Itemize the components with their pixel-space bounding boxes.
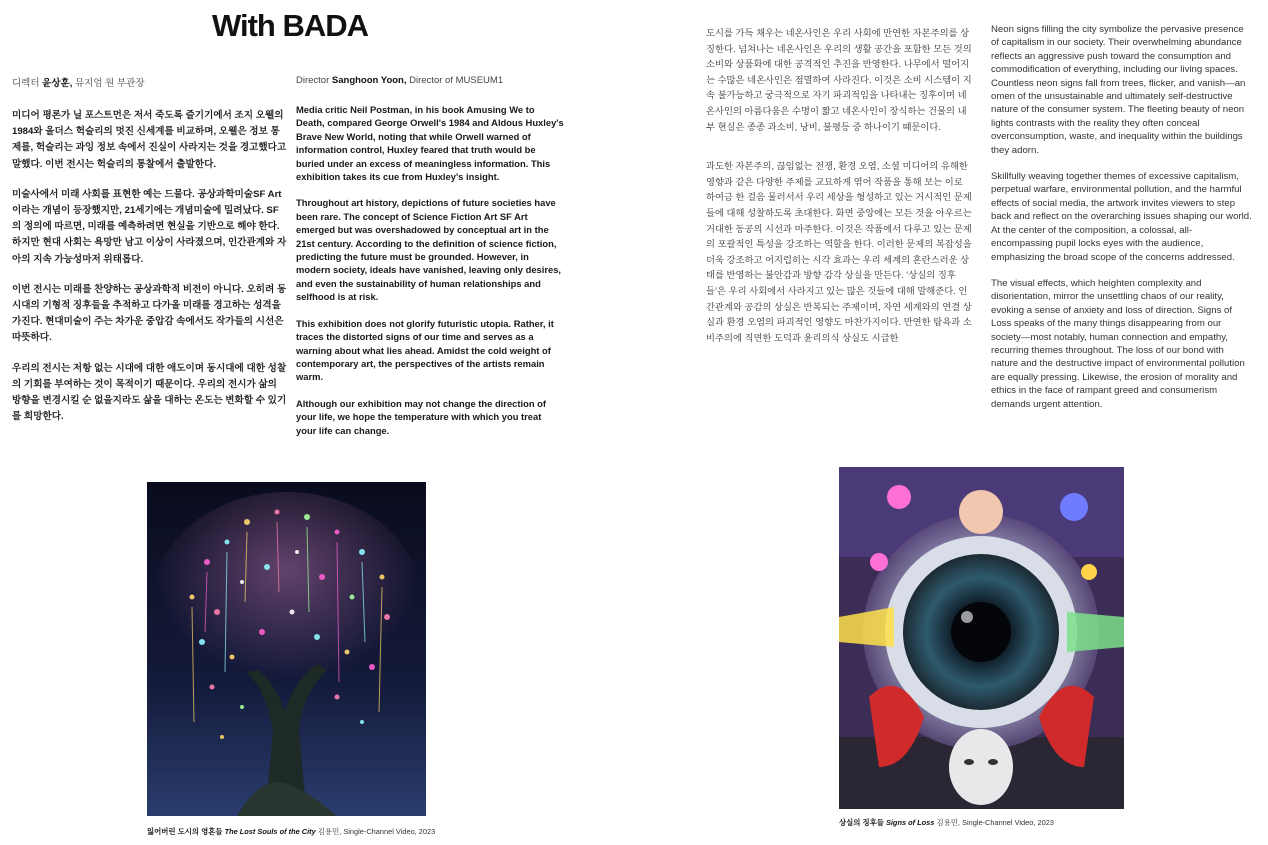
artwork-image-giant-eye (839, 467, 1124, 809)
paragraph: 우리의 전시는 저항 없는 시대에 대한 애도이며 동시대에 대한 성찰의 기회를 부여하는 것이 목적이기 때문이다. 우리의 전시가 삶의 방향을 변경시킬 순 없을지라도 삶을 대하는 온도는 변화할 수 있기를 희망한다. (12, 362, 287, 423)
paragraph: The visual effects, which heighten complexity and disorientation, mirror the unsettling chaos of our reality, evoking a sense of anxiety and loss of direction. Signs of Loss speaks of the many things disappearing from our society—most notably, human connection and empathy, recurring themes throughout. The loss of our bond with nature and the destructive impact of environmental pollution are equally pressing. Likewise, the erosion of morality and ethics in the face of rampant greed and consumerism demands urgent attention. (991, 277, 1245, 410)
paragraph: Neon signs filling the city symbolize the pervasive presence of capitalism in our society. Their overwhelming abundance reflects an aggressive push toward the consumption and commodification of everything, including our living spaces. Countless neon signs fall from trees, flicker, and vanish—an omen of the unsustainable and ultimately self-destructive nature of the consumer system. The fleeting beauty of neon lights contrasts with the reality they often conceal overconsumption, waste, and inequality within the buildings they adorn. (991, 24, 1246, 156)
byline-english (296, 75, 503, 86)
intro-english-column (296, 103, 564, 450)
artwork-english-column (991, 23, 1253, 424)
artwork-image-neon-tree (147, 482, 426, 816)
caption-detail: 김용민, Single-Channel Video, 2023 (317, 827, 436, 836)
paragraph: Skillfully weaving together themes of excessive capitalism, perpetual warfare, environmental pollution, and the harmful effects of social media, the artwork invites viewers to step back and reflect on the overarching issues shaping our world. At the center of the composition, a colossal, all-encompassing pupil locks eyes with the audience, emphasizing the broad scope of the concerns addressed. (991, 171, 1252, 263)
paragraph: 이번 전시는 미래를 찬양하는 공상과학적 비전이 아니다. 오히려 동시대의 기형적 징후들을 추적하고 다가올 미래를 경고하는 성격을 가진다. 현대미술이 주는 차가운 중압감 속에서도 작가들의 시선은 따뜻하다. (12, 283, 287, 344)
artwork-korean-column (706, 26, 974, 370)
paragraph: Although our exhibition may not change the direction of your life, we hope the temperature with which you treat your life can change. (296, 397, 546, 436)
byline-role: Director (296, 75, 330, 86)
paragraph: 과도한 자본주의, 끊임없는 전쟁, 환경 오염, 소셜 미디어의 유해한 영향과 같은 다양한 주제를 교묘하게 엮어 작품을 통해 보는 이로 하여금 한 걸음 물러서서 우리 세상을 형성하고 있는 거시적인 문제들에 대해 성찰하도록 초대한다. 화면 중앙에는 모든 것을 아우르는 거대한 동공의 시선과 마주한다. 이것은 작품에서 다루고 있는 문제의 포괄적인 특성을 강조하는 역할을 한다. 이러한 문제의 복잡성을 더욱 강조하고 어지럽히는 시각 효과는 우리 세계의 혼란스러운 상태를 반영하는 불안감과 방향 감각 상실을 만든다. ‘상실의 징후들’은 우리 사회에서 사라지고 있는 많은 것들에 대해 말해준다. 인간관계와 공감의 상실은 반복되는 주제이며, 자연 세계와의 연결 상실과 환경 오염의 파괴적인 영향도 마찬가지이다. 만연한 탐욕과 소비주의에 직면한 도덕과 윤리의식 상실도 시급한 (706, 161, 972, 343)
caption-title-en: The Lost Souls of the City (224, 827, 316, 836)
byline-role: 디렉터 (12, 78, 40, 89)
caption-lost-souls (147, 826, 435, 837)
paragraph: 미술사에서 미래 사회를 표현한 예는 드물다. 공상과학미술SF Art이라는 개념이 등장했지만, 21세기에는 개념미술에 밀려났다. SF의 정의에 따르면, 미래를 예측하려면 현실을 기반으로 해야 한다. 하지만 현대 사회는 욕망만 남고 이상이 사라졌으며, 인간관계와 자아의 지속 가능성마저 위태롭다. (12, 188, 287, 265)
neon-tree-illustration (147, 482, 426, 816)
paragraph: This exhibition does not glorify futuristic utopia. Rather, it traces the distorted signs of our time and serves as a warning about what lies ahead. Amidst the cold weight of contemporary art, the perspectives of the artists remain warm. (296, 317, 554, 383)
paragraph: 도시를 가득 채우는 네온사인은 우리 사회에 만연한 자본주의를 상징한다. 넘쳐나는 네온사인은 우리의 생활 공간을 포함한 모든 것의 소비와 상품화에 대한 공격적인 추진을 반영한다. 나무에서 떨어지는 수많은 네온사인은 점멸하여 사라진다. 이것은 소비 시스템이 지속 불가능하고 궁극적으로 자기 파괴적임을 나타내는 징후이며 네온사인의 아름다움은 수명이 짧고 네온사인이 장식하는 건물의 내부 현실은 종종 과소비, 낭비, 불평등 중 하나이기 때문이다. (706, 28, 972, 132)
giant-eye-illustration (839, 467, 1124, 809)
page-title: With BADA (212, 8, 369, 43)
paragraph: Media critic Neil Postman, in his book Amusing We to Death, compared George Orwell's 1984 and Aldous Huxley's Brave New World, noting that while Orwell warned of information control, Huxley feared that truth would be buried under an excess of meaningless information. This exhibition takes its cue from Huxley's insight. (296, 104, 564, 183)
caption-title-kr: 잃어버린 도시의 영혼들 (147, 827, 223, 836)
intro-korean-column (12, 108, 287, 439)
byline-korean (12, 75, 145, 89)
byline-position: 뮤지엄 원 부관장 (74, 78, 145, 89)
byline-name: Sanghoon Yoon, (331, 75, 407, 86)
byline-name: 윤상훈, (42, 78, 73, 89)
paragraph: 미디어 평론가 닐 포스트먼은 저서 죽도록 즐기기에서 조지 오웰의 1984와 올더스 헉슬리의 멋진 신세계를 비교하며, 오웰은 정보 통제를, 헉슬리는 과잉 정보 속에서 진실이 사라지는 것을 경고했다고 말했다. 이번 전시는 헉슬리의 통찰에서 출발한다. (12, 110, 287, 170)
paragraph: Throughout art history, depictions of future societies have been rare. The concept of Science Fiction Art SF Art emerged but was overshadowed by conceptual art in the 21st century. According to the definition of science fiction, predicting the future must be grounded. However, in modern society, ideals have vanished, leaving only desires, and even the sustainability of human relationships and selfhood is at risk. (296, 197, 562, 303)
byline-position: Director of MUSEUM1 (409, 75, 504, 86)
caption-detail: 김용민, Single-Channel Video, 2023 (936, 818, 1054, 827)
caption-signs-of-loss (839, 817, 1054, 828)
caption-title-en: Signs of Loss (885, 818, 935, 827)
caption-title-kr: 상실의 징후들 (839, 818, 884, 827)
